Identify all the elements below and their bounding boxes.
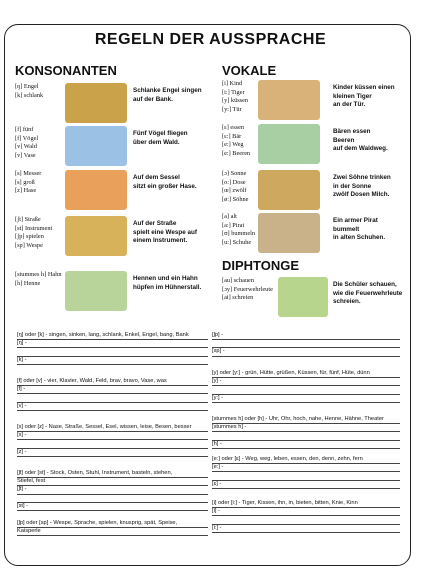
konsonanten-caption: Auf der Straße spielt eine Wespe auf einem Instrument.	[133, 220, 197, 245]
exercise-line[interactable]: Stiefel, fest	[17, 478, 208, 486]
exercise-line[interactable]: [f] oder [v] - vier, Klavier, Wald, Feld, brav, bravo, Vase, was	[17, 378, 208, 386]
vokale-row	[222, 170, 407, 214]
exercise-line[interactable]: [v] -	[17, 403, 208, 411]
konsonanten-labels: [stummes h] Hahn [h] Henne	[15, 271, 62, 287]
konsonanten-row	[15, 83, 215, 127]
exercise-line[interactable]	[17, 495, 208, 503]
konsonanten-labels: [ʃt] Straße [st] Instrument [ʃp] spielen [sp] Wespe	[15, 216, 53, 249]
exercise-block	[17, 520, 208, 536]
exercise-line[interactable]: [e:] -	[212, 464, 400, 472]
exercise-block	[17, 332, 208, 365]
exercise-line[interactable]: [st] -	[17, 503, 208, 511]
konsonanten-caption: Fünf Vögel fliegen über dem Wald.	[133, 130, 188, 146]
vokale-labels: [ɔ] Sonne [o:] Dose [œ] zwölf [ø:] Söhne	[222, 170, 249, 203]
vokale-caption: Zwei Söhne trinken in der Sonne zwölf Dosen Milch.	[333, 174, 391, 199]
exercise-line[interactable]: [stummes h] oder [h] - Uhr, Ohr, hoch, nahe, Henne, Hähne, Theater	[212, 416, 400, 424]
vokale-row	[222, 213, 407, 257]
exercise-line[interactable]: [y] oder [y:] - grün, Hütte, grüßen, Küssen, für, fünf, Hüte, dünn	[212, 370, 400, 378]
exercise-line[interactable]: [ʃp] oder [sp] - Wespe, Sprache, spielen, knusprig, spät, Speise,	[17, 520, 208, 528]
konsonanten-heading: KONSONANTEN	[15, 63, 117, 78]
exercise-line[interactable]	[17, 440, 208, 448]
konsonanten-caption: Schlanke Engel singen auf der Bank.	[133, 87, 202, 103]
exercise-line[interactable]	[17, 348, 208, 356]
exercise-line[interactable]: [y] -	[212, 378, 400, 386]
konsonanten-labels: [f] fünf [f] Vögel [v] Wald [v] Vase	[15, 126, 39, 159]
konsonanten-row	[15, 126, 215, 170]
exercise-line[interactable]: [ʃp] -	[212, 332, 400, 340]
konsonanten-illustration	[65, 83, 127, 123]
diphtonge-illustration	[278, 277, 328, 317]
diphtonge-row	[222, 277, 407, 321]
konsonanten-illustration	[65, 126, 127, 166]
konsonanten-caption: Auf dem Sessel sitzt ein großer Hase.	[133, 174, 197, 190]
vokale-labels: [ɛ] essen [ɛ:] Bär [e:] Weg [e:] Beeren	[222, 124, 251, 157]
vokale-caption: Kinder küssen einen kleinen Tiger an der Tür.	[333, 84, 395, 109]
konsonanten-row	[15, 271, 215, 315]
exercise-line[interactable]: [z] -	[17, 449, 208, 457]
exercise-block	[212, 370, 400, 403]
exercise-line[interactable]: [i] -	[212, 508, 400, 516]
exercise-line[interactable]: [i:] -	[212, 525, 400, 533]
exercise-line[interactable]: [h] -	[212, 441, 400, 449]
diphtonge-heading: DIPHTONGE	[222, 258, 300, 273]
exercise-line[interactable]: [sp] -	[212, 348, 400, 356]
exercise-line[interactable]: [ŋ] oder [k] - singen, sinken, lang, schlank, Enkel, Engel, bang, Bank	[17, 332, 208, 340]
konsonanten-illustration	[65, 216, 127, 256]
exercise-line[interactable]: [ʃt] oder [st] - Stock, Osten, Stuhl, Instrument, basteln, stehen,	[17, 470, 208, 478]
exercise-block	[212, 332, 400, 357]
exercise-block	[17, 378, 208, 411]
vokale-illustration	[258, 124, 320, 164]
page-title: REGELN DER AUSSPRACHE	[94, 31, 327, 48]
konsonanten-caption: Hennen und ein Hahn hüpfen im Hühnerstall.	[133, 275, 202, 291]
vokale-heading: VOKALE	[222, 63, 277, 78]
exercise-line[interactable]: Kaisperle	[17, 528, 208, 536]
exercise-line[interactable]	[212, 432, 400, 440]
exercise-line[interactable]	[212, 340, 400, 348]
exercise-block	[17, 424, 208, 457]
exercise-line[interactable]: [ɛ] -	[212, 481, 400, 489]
vokale-labels: [a] alt [a:] Pirat [ʊ] bummeln [u:] Schuhe	[222, 213, 256, 246]
exercise-line[interactable]: [e:] oder [ɛ] - Weg, weg, leben, essen, den, denn, zehn, fern	[212, 456, 400, 464]
exercise-block	[212, 500, 400, 533]
exercise-line[interactable]	[212, 516, 400, 524]
exercise-line[interactable]: [y:] -	[212, 395, 400, 403]
vokale-row	[222, 124, 407, 168]
exercise-line[interactable]: [k] -	[17, 357, 208, 365]
exercise-line[interactable]: [s] oder [z] - Nase, Straße, Sessel, Esel, wissen, leise, Besen, besser	[17, 424, 208, 432]
vokale-illustration	[258, 213, 320, 253]
exercise-block	[17, 470, 208, 511]
exercise-line[interactable]: [i] oder [i:] - Tiger, Kissen, ihn, in, bieten, bitten, Knie, Kinn	[212, 500, 400, 508]
diphtonge-labels: [au] schauen [ɔy] Feuerwehrleute [ai] schreien	[222, 277, 273, 302]
konsonanten-illustration	[65, 170, 127, 210]
exercise-line[interactable]: [ŋ] -	[17, 340, 208, 348]
exercise-line[interactable]: [s] -	[17, 432, 208, 440]
diphtonge-caption: Die Schüler schauen, wie die Feuerwehrleute schreien.	[333, 281, 403, 306]
vokale-labels: [i] Kind [i:] Tiger [y] küssen [y:] Tür	[222, 80, 249, 113]
exercise-line[interactable]	[212, 386, 400, 394]
vokale-illustration	[258, 80, 320, 120]
exercise-block	[212, 456, 400, 489]
vokale-caption: Ein armer Pirat bummelt in alten Schuhen.	[333, 217, 386, 242]
exercise-line[interactable]	[17, 394, 208, 402]
vokale-illustration	[258, 170, 320, 210]
vokale-caption: Bären essen Beeren auf dem Waldweg.	[333, 128, 388, 153]
exercise-line[interactable]: [f] -	[17, 386, 208, 394]
exercise-line[interactable]	[212, 472, 400, 480]
konsonanten-labels: [ŋ] Engel [k] schlank	[15, 83, 44, 99]
konsonanten-row	[15, 216, 215, 260]
exercise-line[interactable]: [stummes h] -	[212, 424, 400, 432]
exercise-line[interactable]: [ʃt] -	[17, 486, 208, 494]
konsonanten-labels: [s] Messer [s] groß [z] Hase	[15, 170, 42, 195]
vokale-row	[222, 80, 407, 124]
konsonanten-row	[15, 170, 215, 214]
exercise-block	[212, 416, 400, 449]
konsonanten-illustration	[65, 271, 127, 311]
